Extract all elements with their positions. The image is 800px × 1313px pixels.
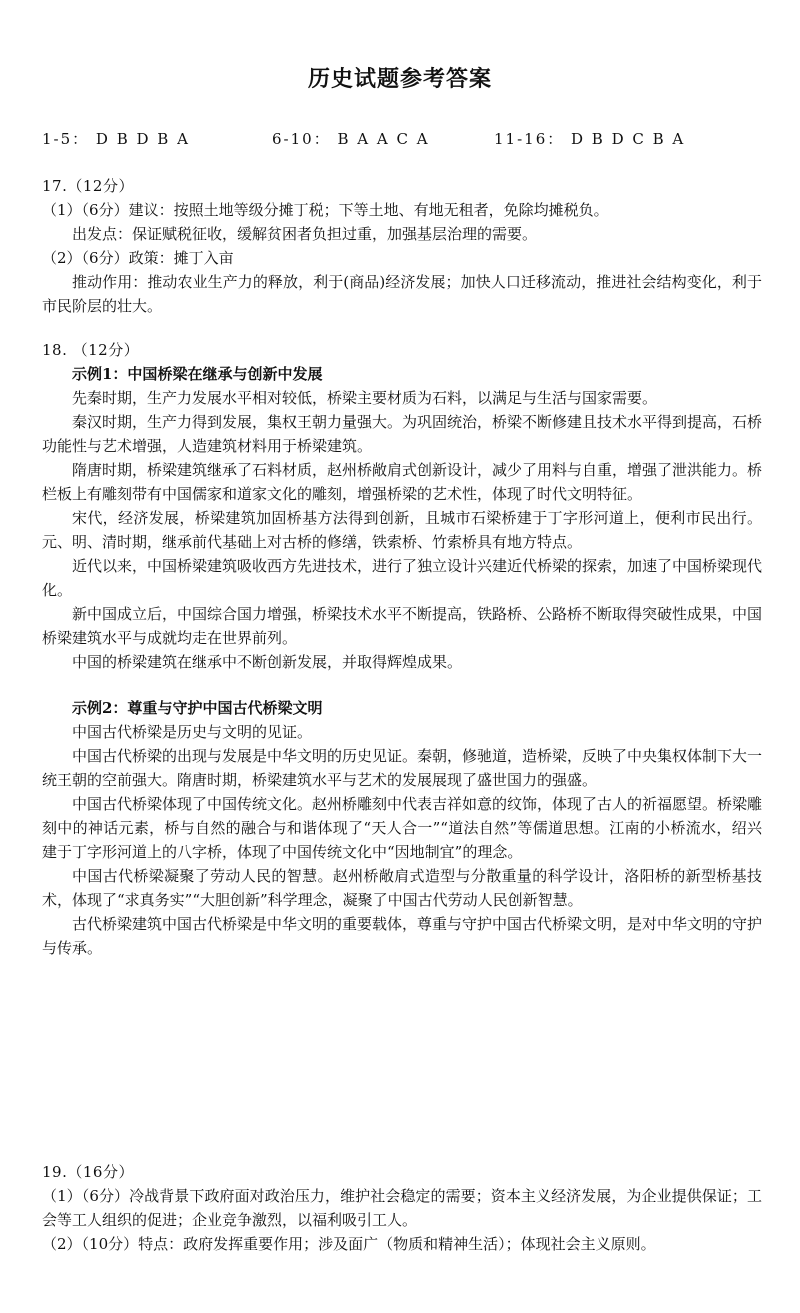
example-2-title: 示例2：尊重与守护中国古代桥梁文明 (72, 699, 323, 717)
example-2-paragraph: 中国古代桥梁是历史与文明的见证。 (72, 723, 313, 741)
example-2-paragraph: 古代桥梁建筑中国古代桥梁是中华文明的重要载体，尊重与守护中国古代桥梁文明，是对中华文明的守护与传承。 (42, 915, 763, 957)
example-1-paragraph: 先秦时期，生产力发展水平相对较低，桥梁主要材质为石料，以满足与生活与国家需要。 (72, 389, 658, 407)
example-2-paragraph: 中国古代桥梁的出现与发展是中华文明的历史见证。秦朝，修驰道，造桥梁，反映了中央集权体制下大一统王朝的空前强大。隋唐时期，桥梁建筑水平与艺术的发展展现了盛世国力的强盛。 (42, 747, 763, 789)
page-title: 历史试题参考答案 (307, 66, 492, 92)
example-1-paragraph: 宋代，经济发展，桥梁建筑加固桥基方法得到创新，且城市石梁桥建于丁字形河道上，便利市民出行。元、明、清时期，继承前代基础上对古桥的修缮，铁索桥、竹索桥具有地方特点。 (42, 509, 762, 551)
answers-group-1-5: 1-5： D B D B A (42, 130, 190, 148)
example-1-paragraph: 近代以来，中国桥梁建筑吸收西方先进技术，进行了独立设计兴建近代桥梁的探索，加速了中国桥梁现代化。 (42, 557, 763, 599)
example-1-paragraph: 秦汉时期，生产力得到发展，集权王朝力量强大。为巩固统治，桥梁不断修建且技术水平得到提高，石桥功能性与艺术增强，人造建筑材料用于桥梁建筑。 (42, 413, 763, 455)
question-17-part-2: （2）（6分）政策：摊丁入亩 (42, 249, 234, 267)
question-19-part-1: （1）（6分）冷战背景下政府面对政治压力，维护社会稳定的需要；资本主义经济发展，为企业提供保证；工会等工人组织的促进；企业竞争激烈，以福利吸引工人。 (42, 1187, 762, 1229)
example-1-paragraph: 新中国成立后，中国综合国力增强，桥梁技术水平不断提高，铁路桥、公路桥不断取得突破性成果，中国桥梁建筑水平与成就均走在世界前列。 (42, 605, 763, 647)
question-18 (42, 338, 762, 960)
example-1-paragraph: 隋唐时期，桥梁建筑继承了石料材质，赵州桥敞肩式创新设计，减少了用料与自重，增强了泄洪能力。桥栏板上有雕刻带有中国儒家和道家文化的雕刻，增强桥梁的艺术性，体现了时代文明特征。 (42, 461, 763, 503)
question-17-starting-point: 出发点：保证赋税征收，缓解贫困者负担过重，加强基层治理的需要。 (72, 225, 538, 243)
example-1-paragraph: 中国的桥梁建筑在继承中不断创新发展，并取得辉煌成果。 (72, 653, 463, 671)
question-17 (42, 174, 762, 318)
answers-group-6-10: 6-10： B A A C A (272, 130, 430, 148)
example-2-paragraph: 中国古代桥梁凝聚了劳动人民的智慧。赵州桥敞肩式造型与分散重量的科学设计，洛阳桥的新型桥基技术，体现了“求真务实”“大胆创新”科学理念，凝聚了中国古代劳动人民创新智慧。 (42, 867, 762, 909)
question-19-part-2: （2）（10分）特点：政府发挥重要作用；涉及面广（物质和精神生活）；体现社会主义原则。 (42, 1235, 656, 1253)
spacer (42, 674, 762, 696)
answers-group-11-16: 11-16： D B D C B A (494, 130, 686, 148)
question-17-effect: 推动作用：推动农业生产力的释放，利于(商品)经济发展；加快人口迁移流动，推进社会结构变化，利于市民阶层的壮大。 (42, 273, 762, 315)
question-17-part-1: （1）（6分）建议：按照土地等级分摊丁税；下等土地、有地无租者，免除均摊税负。 (42, 201, 609, 219)
question-17-header: 17.（12分） (42, 177, 134, 195)
example-2-paragraph: 中国古代桥梁体现了中国传统文化。赵州桥雕刻中代表吉祥如意的纹饰，体现了古人的祈福愿望。桥梁雕刻中的神话元素，桥与自然的融合与和谐体现了“天人合一”“道法自然”等儒道思想。江南的小桥流水，绍兴建于丁字形河道上的八字桥，体现了中国传统文化中“因地制宜”的理念。 (42, 795, 763, 861)
example-1-title: 示例1：中国桥梁在继承与创新中发展 (72, 365, 323, 383)
multiple-choice-answers (42, 128, 762, 150)
question-18-header: 18. （12分） (42, 341, 140, 359)
question-19 (42, 1160, 762, 1256)
question-19-header: 19.（16分） (42, 1163, 134, 1181)
